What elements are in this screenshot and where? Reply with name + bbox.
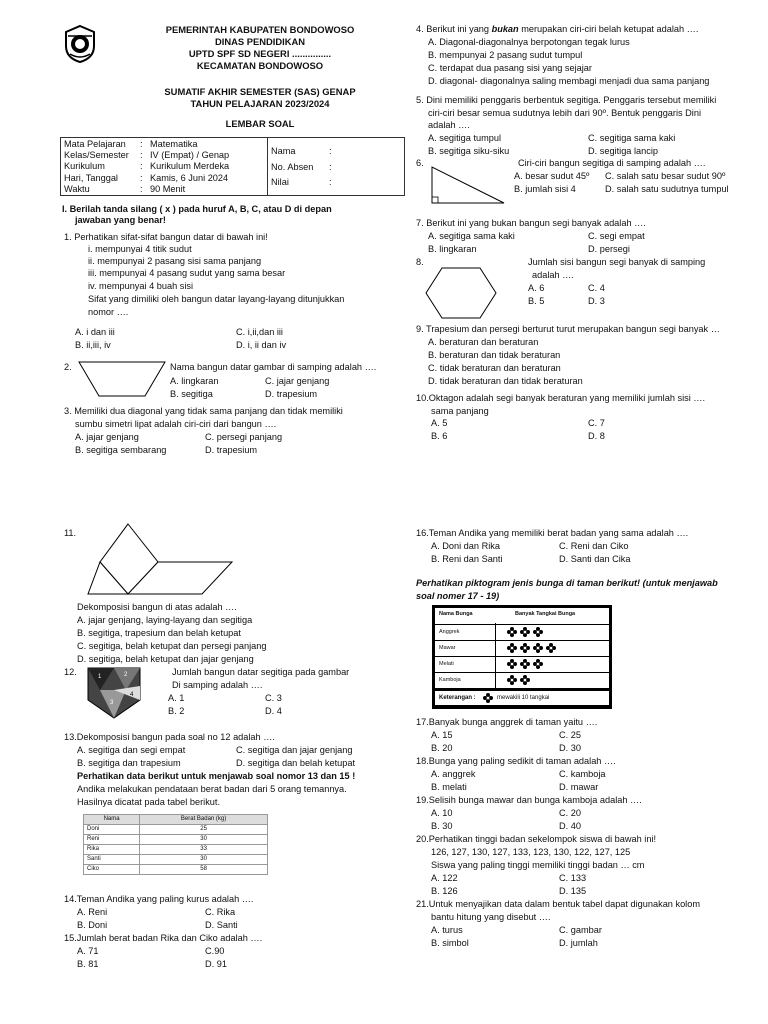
figure-label: 4: [130, 692, 134, 698]
flower-name: Melati: [439, 661, 454, 667]
flower-icon: [533, 659, 543, 669]
option-b[interactable]: B. Doni: [77, 920, 108, 930]
student-info-table: Mata Pelajaran : Matematika Kelas/Semester : IV (Empat) / Genap Kurikulum : Kurikulum Merdeka Hari, Tanggal : Kamis, 6 Juni 2024 Waktu : 90 Menit Nama : No. Absen : Nilai :: [60, 137, 405, 196]
bondowoso-emblem-icon: [62, 24, 98, 64]
option-a[interactable]: A. beraturan dan beraturan: [428, 337, 539, 347]
question-text: adalah ….: [532, 270, 574, 280]
sheet-title: LEMBAR SOAL: [225, 118, 295, 129]
property: iii. mempunyai 4 pasang sudut yang sama besar: [88, 268, 286, 278]
option-b[interactable]: B. melati: [431, 782, 467, 792]
option-a[interactable]: A. 1: [168, 693, 185, 703]
pictogram-row: [435, 672, 609, 688]
flower-icon: [520, 643, 530, 653]
pictogram-row: [435, 656, 609, 672]
option-a[interactable]: A. lingkaran: [170, 376, 219, 386]
option-c[interactable]: C. 4: [588, 283, 605, 293]
question-number: 6.: [416, 158, 424, 168]
question-text: Di samping adalah ….: [172, 680, 263, 690]
question-text: ciri-ciri besar semua sudutnya lebih dari 90º. Bentuk penggaris Dini: [428, 108, 701, 118]
option-c[interactable]: C. Reni dan Ciko: [559, 541, 629, 551]
exam-title: SUMATIF AKHIR SEMESTER (SAS) GENAP: [164, 86, 356, 97]
nilai-field[interactable]: Nilai :: [271, 177, 332, 188]
data-intro: Perhatikan data berikut untuk menjawab soal nomor 13 dan 15 !: [77, 771, 356, 781]
option-d[interactable]: D. trapesium: [205, 445, 258, 455]
option-c[interactable]: C. 20: [559, 808, 581, 818]
option-c[interactable]: C. segitiga sama kaki: [588, 133, 676, 143]
option-d[interactable]: D. salah satu sudutnya tumpul: [605, 184, 729, 194]
table-header: Nama: [84, 815, 140, 825]
question-text: Ciri-ciri bangun segitiga di samping adalah ….: [518, 158, 706, 168]
question-text: nomor ….: [88, 307, 129, 317]
flower-icon: [507, 675, 517, 685]
flower-icon: [507, 627, 517, 637]
option-c[interactable]: C. 3: [265, 693, 282, 703]
option-d[interactable]: D. 3: [588, 296, 605, 306]
question-text: 4. Berikut ini yang bukan merupakan ciri-ciri belah ketupat adalah ….: [416, 24, 699, 34]
option-b[interactable]: B. segitiga siku-siku: [428, 146, 510, 156]
option-d[interactable]: D. segitiga lancip: [588, 146, 658, 156]
option-d[interactable]: D. jumlah: [559, 938, 598, 948]
question-text: 17.Banyak bunga anggrek di taman yaitu ….: [416, 717, 598, 727]
flower-icon: [520, 675, 530, 685]
option-d[interactable]: D. 40: [559, 821, 581, 831]
pictogram-intro: soal nomer 17 - 19): [416, 591, 500, 601]
option-a[interactable]: A. 5: [431, 418, 448, 428]
option-a[interactable]: A. turus: [431, 925, 463, 935]
question-text: 19.Selisih bunga mawar dan bunga kamboja adalah ….: [416, 795, 642, 805]
option-c[interactable]: C. salah satu besar sudut 90º: [605, 171, 726, 181]
question-text: sama panjang: [431, 406, 489, 416]
data-intro: Hasilnya dicatat pada tabel berikut.: [77, 797, 221, 807]
option-b[interactable]: B. 20: [431, 743, 453, 753]
option-a[interactable]: A. besar sudut 45º: [514, 171, 590, 181]
table-row: Doni 25: [84, 825, 268, 835]
question-number: 11.: [64, 528, 77, 538]
flower-icon: [533, 627, 543, 637]
option-b[interactable]: B. beraturan dan tidak beraturan: [428, 350, 561, 360]
option-c[interactable]: C. segitiga dan jajar genjang: [236, 745, 353, 755]
option-b[interactable]: B. 30: [431, 821, 453, 831]
question-number: 2.: [64, 362, 72, 372]
composite-shape-figure: [86, 520, 236, 596]
table-header: Berat Badan (kg): [140, 815, 268, 825]
property: ii. mempunyai 2 pasang sisi sama panjang: [88, 256, 262, 266]
option-a[interactable]: A. jajar genjang, laying-layang dan segitiga: [77, 615, 253, 625]
question-text: 14.Teman Andika yang paling kurus adalah ….: [64, 894, 254, 904]
option-c[interactable]: C. i,ii,dan iii: [236, 327, 283, 337]
option-d[interactable]: D. persegi: [588, 244, 630, 254]
option-a[interactable]: A. anggrek: [431, 769, 476, 779]
pictogram-intro: Perhatikan piktogram jenis bunga di taman berikut! (untuk menjawab: [416, 578, 718, 588]
option-d[interactable]: D. segitiga, belah ketupat dan jajar genjang: [77, 654, 254, 664]
flower-icon: [520, 627, 530, 637]
header-line: UPTD SPF SD NEGERI ...............: [188, 48, 332, 59]
table-row: Rika 33: [84, 845, 268, 855]
option-c[interactable]: C. segi empat: [588, 231, 645, 241]
option-c[interactable]: C. gambar: [559, 925, 602, 935]
flower-icon: [546, 643, 556, 653]
option-d[interactable]: D. 30: [559, 743, 581, 753]
question-text: 21.Untuk menyajikan data dalam bentuk tabel dapat digunakan kolom: [416, 899, 700, 909]
option-b[interactable]: B. 81: [77, 959, 99, 969]
option-c[interactable]: C. tidak beraturan dan beraturan: [428, 363, 561, 373]
question-text: 20.Perhatikan tinggi badan sekelompok siswa di bawah ini!: [416, 834, 657, 844]
option-a[interactable]: A. Reni: [77, 907, 108, 917]
pictogram-legend: Keterangan : mewakili 10 tangkai: [435, 691, 609, 705]
option-b[interactable]: B. segitiga, trapesium dan belah ketupat: [77, 628, 241, 638]
pictogram-row: [435, 640, 609, 656]
option-b[interactable]: B. ii,iii, iv: [75, 340, 111, 350]
pictogram-row: [435, 624, 609, 640]
option-d[interactable]: D. 91: [205, 959, 227, 969]
header-line: DINAS PENDIDIKAN: [214, 36, 306, 47]
question-text: 16.Teman Andika yang memiliki berat badan yang sama adalah ….: [416, 528, 689, 538]
option-c[interactable]: C. Rika: [205, 907, 236, 917]
question-text: 13.Dekomposisi bangun pada soal no 12 adalah ….: [64, 732, 275, 742]
option-a[interactable]: A. jajar genjang: [75, 432, 139, 442]
option-b[interactable]: B. segitiga sembarang: [75, 445, 167, 455]
option-c[interactable]: C. 133: [559, 873, 587, 883]
flower-name: Kamboja: [439, 677, 461, 683]
option-a[interactable]: A. 15: [431, 730, 453, 740]
option-b[interactable]: B. jumlah sisi 4: [514, 184, 576, 194]
option-a[interactable]: A. 122: [431, 873, 458, 883]
header-line: KECAMATAN BONDOWOSO: [196, 60, 324, 71]
flower-icon: [483, 693, 493, 703]
flower-icon: [520, 659, 530, 669]
absen-field[interactable]: No. Absen :: [271, 161, 332, 172]
option-b[interactable]: B. 2: [168, 706, 185, 716]
option-a[interactable]: A. 10: [431, 808, 453, 818]
option-c[interactable]: C. persegi panjang: [205, 432, 283, 442]
question-text: Nama bangun datar gambar di samping adalah ….: [170, 362, 377, 372]
option-a[interactable]: A. Diagonal-diagonalnya berpotongan tegak lurus: [428, 37, 630, 47]
question-text: adalah ….: [428, 120, 470, 130]
option-d[interactable]: D. diagonal- diagonalnya saling membagi menjadi dua sama panjang: [428, 76, 710, 86]
flower-icon: [507, 659, 517, 669]
triangles-figure: [86, 666, 142, 720]
option-a[interactable]: A. segitiga sama kaki: [428, 231, 515, 241]
option-d[interactable]: D. 8: [588, 431, 605, 441]
figure-label: 3: [110, 700, 114, 706]
table-row: Santi 30: [84, 855, 268, 865]
option-d[interactable]: D. tidak beraturan dan tidak beraturan: [428, 376, 583, 386]
option-d[interactable]: D. i, ii dan iv: [236, 340, 287, 350]
question-text: Jumlah sisi bangun segi banyak di samping: [528, 257, 706, 267]
option-c[interactable]: C. jajar genjang: [265, 376, 330, 386]
option-c[interactable]: C. 25: [559, 730, 581, 740]
property: iv. mempunyai 4 buah sisi: [88, 281, 194, 291]
right-triangle-figure: [428, 165, 508, 207]
height-data: 126, 127, 130, 127, 133, 123, 130, 122, 127, 125: [431, 847, 631, 857]
data-intro: Andika melakukan pendataan berat badan dari 5 orang temannya.: [77, 784, 347, 794]
question-text: Sifat yang dimiliki oleh bangun datar layang-layang ditunjukkan: [88, 294, 345, 304]
question-text: 7. Berikut ini yang bukan bangun segi banyak adalah ….: [416, 218, 646, 228]
hexagon-figure: [424, 266, 498, 320]
figure-label: 1: [98, 674, 102, 680]
option-b[interactable]: B. lingkaran: [428, 244, 477, 254]
option-c[interactable]: C.90: [205, 946, 225, 956]
option-b[interactable]: B. mempunyai 2 pasang sudut tumpul: [428, 50, 583, 60]
question-text: Dekomposisi bangun di atas adalah ….: [77, 602, 237, 612]
instruction: jawaban yang benar!: [75, 215, 166, 225]
question-number: 12.: [64, 667, 77, 677]
option-b[interactable]: B. Reni dan Santi: [431, 554, 503, 564]
flower-name: Anggrek: [439, 629, 460, 635]
flower-pictogram: [432, 605, 612, 709]
option-d[interactable]: D. mawar: [559, 782, 599, 792]
name-field[interactable]: Nama :: [271, 146, 332, 156]
option-b[interactable]: B. segitiga: [170, 389, 213, 399]
option-b[interactable]: B. 126: [431, 886, 458, 896]
option-b[interactable]: B. 6: [431, 431, 448, 441]
option-d[interactable]: D. Santi dan Cika: [559, 554, 631, 564]
question-text: Jumlah bangun datar segitiga pada gambar: [172, 667, 350, 677]
option-d[interactable]: D. Santi: [205, 920, 238, 930]
option-b[interactable]: B. segitiga dan trapesium: [77, 758, 181, 768]
option-c[interactable]: C. kamboja: [559, 769, 606, 779]
header-line: PEMERINTAH KABUPATEN BONDOWOSO: [165, 24, 355, 35]
option-a[interactable]: A. Doni dan Rika: [431, 541, 500, 551]
question-text: 1. Perhatikan sifat-sifat bangun datar di bawah ini!: [64, 232, 268, 242]
option-a[interactable]: A. 71: [77, 946, 99, 956]
option-c[interactable]: C. segitiga, belah ketupat dan persegi panjang: [77, 641, 267, 651]
option-d[interactable]: D. trapesium: [265, 389, 318, 399]
property: i. mempunyai 4 titik sudut: [88, 244, 192, 254]
weight-table: [83, 814, 268, 875]
option-a[interactable]: A. i dan iii: [75, 327, 115, 337]
option-b[interactable]: B. simbol: [431, 938, 469, 948]
flower-name: Mawar: [439, 645, 456, 651]
figure-label: 2: [124, 672, 128, 678]
question-text: 18.Bunga yang paling sedikit di taman adalah ….: [416, 756, 616, 766]
option-c[interactable]: C. terdapat dua pasang sisi yang sejajar: [428, 63, 592, 73]
option-b[interactable]: B. 5: [528, 296, 545, 306]
question-text: 3. Memiliki dua diagonal yang tidak sama panjang dan tidak memiliki: [64, 406, 343, 416]
question-text: Siswa yang paling tinggi memiliki tinggi badan … cm: [431, 860, 645, 870]
option-c[interactable]: C. 7: [588, 418, 605, 428]
option-a[interactable]: A. segitiga tumpul: [428, 133, 502, 143]
flower-icon: [533, 643, 543, 653]
option-d[interactable]: D. segitiga dan belah ketupat: [236, 758, 356, 768]
table-row: Reni 30: [84, 835, 268, 845]
pictogram-header: Nama Bunga Banyak Tangkai Bunga: [435, 608, 609, 623]
option-d[interactable]: D. 135: [559, 886, 587, 896]
exam-year: TAHUN PELAJARAN 2023/2024: [190, 98, 330, 109]
option-d[interactable]: D. 4: [265, 706, 282, 716]
flower-icon: [507, 643, 517, 653]
option-a[interactable]: A. 6: [528, 283, 545, 293]
question-text: 9. Trapesium dan persegi berturut turut merupakan bangun segi banyak …: [416, 324, 720, 334]
trapezoid-figure: [77, 360, 167, 398]
question-text: 10.Oktagon adalah segi banyak beraturan yang memiliki jumlah sisi ….: [416, 393, 706, 403]
question-text: 15.Jumlah berat badan Rika dan Ciko adalah ….: [64, 933, 263, 943]
question-number: 8.: [416, 257, 424, 267]
instruction: I. Berilah tanda silang ( x ) pada huruf A, B, C, atau D di depan: [62, 204, 332, 214]
question-text: bantu hitung yang disebut ….: [431, 912, 551, 922]
option-a[interactable]: A. segitiga dan segi empat: [77, 745, 186, 755]
question-text: 5. Dini memiliki penggaris berbentuk segitiga. Penggaris tersebut memiliki: [416, 95, 717, 105]
question-text: sumbu simetri lipat adalah ciri-ciri dari bangun ….: [75, 419, 277, 429]
table-row: Ciko 58: [84, 865, 268, 875]
